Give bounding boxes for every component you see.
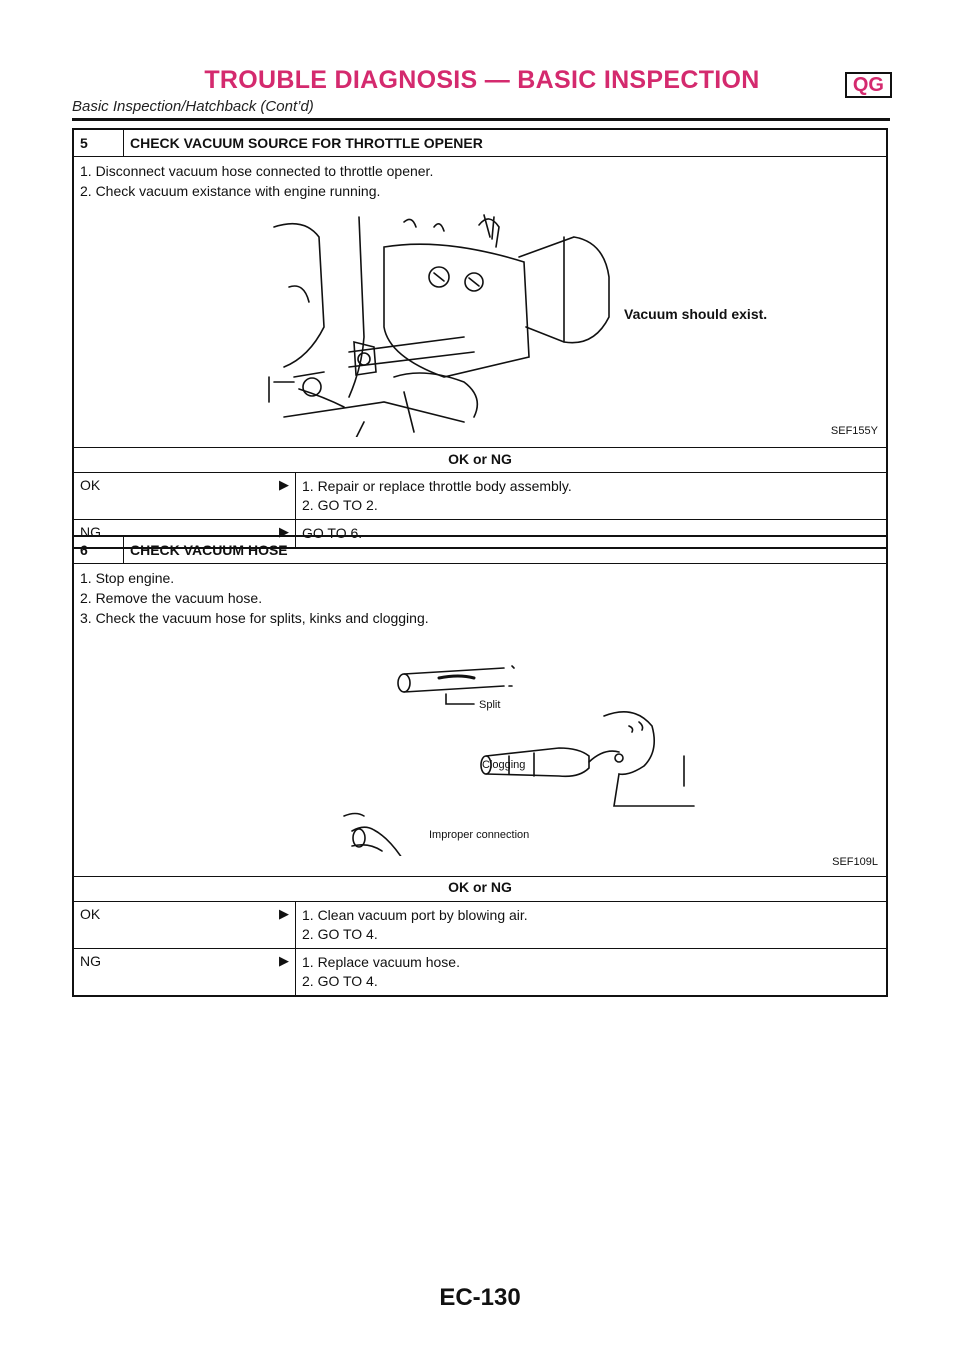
step-5-box	[72, 128, 888, 549]
figure-callout: Vacuum should exist.	[624, 306, 768, 322]
improper-connection-label: Improper connection	[429, 829, 530, 841]
ok-or-ng-label: OK or NG	[448, 879, 512, 895]
page-header	[72, 66, 892, 122]
result-status: OK	[80, 477, 101, 493]
result-label	[74, 902, 296, 948]
throttle-opener-illustration	[264, 207, 884, 437]
ok-or-ng-label: OK or NG	[448, 451, 512, 467]
action-line: GO TO 6.	[302, 525, 363, 541]
arrow-icon: ▶	[279, 524, 289, 539]
instruction-line: 2. Remove the vacuum hose.	[80, 590, 263, 606]
step-instructions	[74, 564, 886, 628]
page-title: TROUBLE DIAGNOSIS — BASIC INSPECTION	[204, 66, 760, 94]
instruction-line: 2. Check vacuum existance with engine running.	[80, 183, 381, 199]
action-line: 1. Replace vacuum hose.	[302, 954, 460, 970]
step-body	[74, 564, 886, 877]
instruction-line: 3. Check the vacuum hose for splits, kinks and clogging.	[80, 610, 429, 626]
vacuum-hose-illustration	[334, 656, 714, 856]
action-line: 1. Repair or replace throttle body assembly.	[302, 478, 572, 494]
result-actions	[296, 473, 578, 519]
result-actions	[296, 949, 466, 995]
step-header	[74, 130, 886, 157]
figure-code: SEF109L	[832, 856, 878, 868]
step-number: 5	[74, 130, 124, 156]
result-row-ok	[74, 902, 886, 949]
section-badge: QG	[845, 72, 892, 98]
action-line: 1. Clean vacuum port by blowing air.	[302, 907, 528, 923]
figure-code: SEF155Y	[830, 425, 878, 437]
question-spacer	[74, 448, 886, 472]
result-row-ok	[74, 472, 886, 520]
step-title: CHECK VACUUM HOSE	[130, 542, 288, 558]
action-line: 2. GO TO 4.	[302, 926, 378, 942]
arrow-icon: ▶	[279, 953, 289, 968]
result-label	[74, 949, 296, 995]
result-status: NG	[80, 524, 101, 540]
action-line: 2. GO TO 2.	[302, 497, 378, 513]
instruction-line: 1. Stop engine.	[80, 570, 175, 586]
arrow-icon: ▶	[279, 477, 289, 492]
improper-connection-hose	[352, 827, 404, 856]
person-blowing	[604, 712, 694, 806]
result-status: NG	[80, 953, 101, 969]
instruction-line: 1. Disconnect vacuum hose connected to throttle opener.	[80, 163, 434, 179]
action-line: 2. GO TO 4.	[302, 973, 378, 989]
bracket-outline	[274, 224, 324, 367]
result-actions	[296, 902, 534, 948]
result-label	[74, 473, 296, 519]
split-hose	[404, 668, 504, 692]
step-title: CHECK VACUUM SOURCE FOR THROTTLE OPENER	[130, 135, 483, 151]
step-6-box	[72, 535, 888, 997]
result-row-ng	[74, 949, 886, 995]
split-label: Split	[479, 699, 501, 711]
page-subtitle: Basic Inspection/Hatchback (Cont’d)	[72, 98, 314, 115]
header-rule	[72, 118, 890, 121]
question-row	[74, 877, 886, 902]
step-header	[74, 537, 886, 564]
page-number: EC-130	[439, 1284, 521, 1311]
arrow-icon: ▶	[279, 906, 289, 921]
step-number: 6	[74, 537, 124, 563]
step-body	[74, 157, 886, 467]
result-status: OK	[80, 906, 101, 922]
step-instructions	[74, 157, 886, 201]
clogging-label: Clogging	[482, 759, 526, 771]
